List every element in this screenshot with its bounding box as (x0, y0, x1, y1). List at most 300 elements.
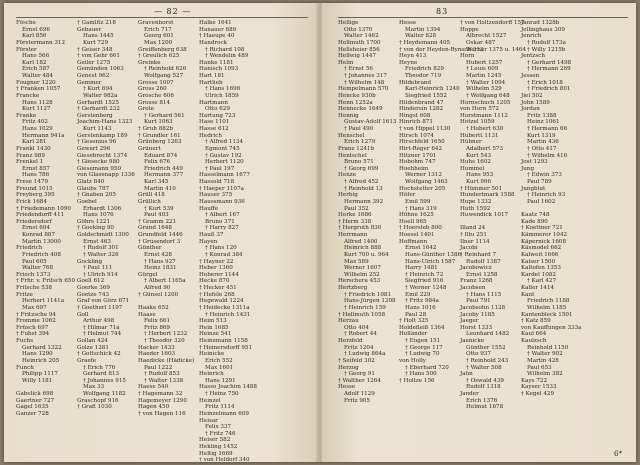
directory-entry: Geiler 1275 (77, 59, 111, 66)
directory-entry: † Heinrich 93 (527, 192, 566, 199)
directory-entry: Hertzberg (338, 285, 368, 291)
directory-entry: Gross 260 (138, 86, 167, 93)
directory-entry: Greinke (138, 59, 161, 66)
directory-entry: Kantenbleck 1501 (521, 311, 573, 318)
directory-entry: Alfred 90 (144, 285, 171, 291)
directory-entry: Käsmodel 662 (521, 245, 562, 252)
directory-entry: Hitzner 1701 (399, 152, 437, 159)
directory-entry: Hartmann (199, 99, 228, 106)
directory-entry: † von Holtzendorff 157 (460, 20, 525, 26)
directory-entry: Ulrich 1859 (205, 92, 239, 99)
directory-entry: † Seifeld 302 (338, 357, 375, 364)
directory-entry: Walter 768 (22, 265, 54, 272)
directory-entry: Harry 1481 (405, 265, 438, 272)
directory-entry: Ernst 463 (83, 238, 111, 245)
directory-entry: † Heinrich 1431 (205, 311, 251, 318)
directory-entry: Hoppe (460, 26, 479, 33)
directory-entry: Alfred 1400 (344, 238, 378, 245)
directory-entry: † Helmut 744 (83, 331, 122, 338)
directory-entry: Hornschuch 1205 (460, 99, 511, 106)
directory-entry: Horstmann 1112 (460, 112, 508, 119)
directory-entry: Franz 1241b (338, 145, 375, 152)
name-column (338, 20, 397, 411)
directory-entry: Werner 1312 (405, 172, 442, 179)
directory-entry: Paul 1222 (144, 364, 173, 371)
directory-entry: Jiel 502 (521, 92, 543, 99)
directory-entry: Hans-Jürgen 1208 (344, 298, 396, 305)
directory-entry: Paul 605 (22, 258, 47, 265)
directory-entry: Otto 1370 (344, 26, 373, 33)
name-columns-left (16, 20, 312, 464)
directory-entry: Grüllich (138, 198, 161, 205)
directory-entry: Kaul 664 (521, 331, 547, 338)
directory-entry: Kurt 1063 (144, 119, 173, 126)
directory-entry: † Ludwig 864a (344, 351, 386, 358)
directory-entry: Paul 791 (466, 298, 491, 305)
directory-entry: † Gerhard 561 (144, 112, 185, 119)
directory-entry: Grund 1648 (138, 225, 172, 232)
directory-entry: † Karl 427 (527, 278, 557, 285)
directory-entry: Haeder 1603 (138, 351, 176, 358)
directory-entry: † Ludwig 70 (405, 351, 440, 358)
directory-entry: Helmut 1678 (466, 404, 504, 411)
directory-entry: † Goetherl 1197 (77, 304, 123, 311)
directory-entry: † Walter 508 (466, 364, 502, 371)
directory-entry: Heyn 413 (399, 53, 427, 60)
directory-entry: Leonhard 1482 (466, 331, 510, 338)
directory-entry: † Greulich 625 (138, 53, 180, 60)
directory-entry: † Kurt 694 (83, 86, 113, 93)
name-column (77, 20, 133, 464)
directory-entry: Hellsheier 856 (338, 46, 380, 53)
directory-entry: Karl 345 (144, 179, 169, 185)
directory-entry: Heberer 1144 (199, 271, 239, 278)
directory-entry: Hobohm 747 (399, 159, 436, 166)
directory-entry: Heinrich 888 (344, 245, 382, 252)
directory-entry: Felix 337 (205, 424, 232, 431)
directory-entry: Philipp 1117 (22, 371, 58, 378)
directory-entry: † Hermann 269 (527, 66, 571, 73)
directory-entry: † Reinhold 626 (144, 66, 187, 73)
directory-entry: † Heinrich 72 (405, 271, 444, 278)
directory-entry: Arthur 498 (83, 318, 115, 325)
directory-entry: Max 697 (22, 304, 47, 311)
directory-entry: Hans 786 (22, 172, 50, 179)
directory-entry: † Grundler 161 (138, 132, 181, 139)
directory-entry: † Goeking 90 (77, 225, 114, 232)
directory-entry: † Fritz 984a (405, 298, 439, 305)
directory-entry: Hellmuth 1700 (338, 39, 381, 46)
directory-entry: Handrock (199, 39, 227, 46)
directory-entry: Goldschmidt 1300 (77, 232, 129, 238)
directory-entry: Glatz 840 (77, 179, 105, 185)
directory-entry: Heinzelmann 609 (199, 410, 249, 417)
book-spread (4, 3, 636, 462)
directory-entry: Karl 856 (22, 33, 47, 40)
directory-entry: Kardel 1082 (521, 271, 556, 278)
directory-entry: Konrad 887 (22, 232, 56, 238)
directory-entry: Emil 599 (405, 198, 431, 205)
left-page (4, 3, 318, 462)
directory-entry: Hubertt 1131 (460, 132, 499, 139)
directory-entry: von Horn 572 (460, 106, 499, 113)
directory-entry: Jacobi (460, 245, 478, 252)
directory-entry: † Johannes 915 (83, 377, 126, 384)
directory-entry: Golze 1281 (77, 344, 109, 351)
directory-entry: † Oswald 439 (466, 377, 504, 384)
directory-entry: Jung (521, 165, 535, 172)
directory-entry: Kays 722 (521, 377, 547, 384)
directory-entry: Hein 1685 (199, 324, 229, 331)
directory-entry: Hase 1101 (199, 119, 230, 126)
directory-entry: † Heydemann 405 (399, 39, 451, 46)
directory-entry: † Reinhold 243 (466, 357, 509, 364)
directory-entry: Fritze (16, 291, 33, 298)
directory-entry: Holländer (399, 331, 428, 338)
directory-entry: Heinicke (199, 351, 225, 358)
directory-entry: † Walther 1264 (338, 377, 381, 384)
directory-entry: Jahn (460, 371, 473, 378)
directory-entry (521, 206, 577, 213)
directory-entry: Kurt 1127 (22, 106, 51, 113)
directory-entry: Heinz 1831 (144, 265, 177, 272)
directory-entry: Grünert (138, 145, 161, 152)
directory-entry: † Reinhard 7 (460, 251, 497, 258)
directory-entry: Ernst 604 (22, 225, 50, 232)
directory-entry: † Wolfgang 648 (466, 92, 510, 99)
directory-entry: Hochstetter 205 (399, 185, 446, 192)
directory-entry: von Holly (399, 357, 426, 364)
directory-entry: Hans-Günther 1386 (405, 251, 462, 258)
directory-entry: Hesse (399, 20, 417, 26)
directory-entry: † Georg 91 (344, 371, 375, 378)
directory-entry: Hoell 965 (399, 218, 427, 225)
directory-entry: Hasselmann 1677 (199, 172, 250, 179)
directory-entry: † Robert 44 (344, 331, 377, 338)
directory-entry: † Johannes 317 (344, 73, 387, 79)
directory-entry: Holdefleiß 1364 (399, 324, 445, 331)
directory-entry: Hubert 1257 (466, 59, 503, 66)
directory-entry: Gemünden 1063 (77, 66, 124, 73)
directory-entry: Siegfried 916 (405, 278, 444, 285)
directory-entry: Grünberg 1263 (138, 139, 182, 146)
directory-entry: Oskar 487 (466, 39, 496, 46)
directory-entry: Jacoby 1185 (460, 311, 495, 318)
directory-entry: Kaltofen 1353 (521, 265, 561, 272)
directory-entry: Martin 1245 (466, 73, 502, 79)
directory-entry: John 1589 (521, 99, 550, 106)
directory-entry: Hecke 870 (199, 278, 230, 285)
directory-entry: Adalbert 573 (466, 145, 504, 152)
directory-entry: Hupe 1332 (460, 198, 492, 205)
directory-entry: Otto 937 (466, 351, 491, 358)
directory-entry: Jacobsohn 1128 (460, 304, 506, 311)
directory-entry: Hermann 392 (344, 198, 384, 205)
directory-entry: Grundfeld 1446 (138, 232, 183, 238)
directory-entry: Hildenbrand 47 (399, 99, 444, 106)
name-column (521, 20, 582, 411)
directory-entry: † Gustav 192 (205, 152, 242, 159)
directory-entry: † Theodor 320 (144, 338, 185, 344)
directory-entry: Paul 789 (527, 179, 552, 185)
directory-entry: Hans 1076 (83, 212, 114, 219)
directory-entry: Goetze 743 (77, 291, 110, 298)
directory-entry: † Heinrich 159 (344, 304, 386, 311)
directory-entry: † Gamlitz 218 (77, 20, 116, 26)
directory-entry: Kaulzsch (521, 338, 547, 344)
directory-entry: † Hans 319 (405, 205, 437, 212)
directory-entry: Jacobsen (460, 285, 486, 291)
directory-entry: Fritz 869 (144, 324, 170, 331)
directory-entry: Friedrich 1188 (527, 298, 570, 305)
directory-entry: † Alfred 452 (344, 179, 379, 185)
directory-entry: † Franken 1057 (16, 86, 61, 93)
directory-entry: Gerhard 813 (83, 371, 120, 378)
name-columns-right (338, 20, 630, 411)
directory-entry: Hencke 930b (338, 92, 376, 99)
directory-entry: Jessen (521, 73, 540, 79)
directory-entry: Gustav-Adolf 1613 (344, 119, 397, 126)
directory-entry: † von Heldorf 340 (199, 457, 250, 464)
directory-entry: Hayen (199, 238, 218, 245)
directory-entry: † von Hippel 1130 (399, 126, 451, 132)
directory-entry: Herzau (338, 318, 359, 325)
directory-entry: Hinrich 871 (399, 119, 433, 126)
directory-entry: Grüll 418 (138, 192, 165, 199)
directory-entry: Haedicke (Hädicke) (138, 357, 195, 364)
directory-entry: Fromme 1062 (16, 318, 56, 325)
directory-entry: Jentzsch (521, 53, 545, 60)
directory-entry: Grote (138, 106, 155, 113)
directory-entry: Helm (338, 59, 354, 66)
directory-entry: Karl-Heinrich 1240 (405, 86, 460, 93)
directory-entry: Genest 962 (77, 73, 110, 79)
directory-entry: Emil 229 (405, 291, 431, 298)
directory-entry: Fritz 1114 (205, 404, 235, 411)
directory-entry: Huwendick 1017 (460, 212, 509, 219)
directory-entry: Frenkel 1 (16, 159, 44, 166)
directory-entry: Wilhelm 382 (527, 371, 563, 378)
directory-entry: Heinemann 1158 (199, 338, 248, 344)
directory-entry: Jaeger (460, 318, 479, 325)
directory-entry: Gebauer (77, 26, 102, 33)
directory-entry: Herke 1686 (338, 212, 372, 219)
directory-entry: † Gnaben 205 (77, 192, 116, 199)
directory-entry: Hoehheim (399, 165, 429, 172)
directory-entry: † Hergroth 830 (338, 225, 382, 232)
directory-entry: Herbert 1120 (205, 159, 244, 166)
directory-entry: Hartlieb (199, 79, 223, 86)
directory-entry: Horn (460, 53, 475, 60)
directory-entry: Jordan (521, 106, 540, 113)
directory-entry: Friedrich (16, 245, 43, 252)
directory-entry: Wolfgang 527 (144, 73, 184, 79)
directory-entry: Hacker 1433 (138, 344, 175, 351)
directory-entry: Ernst 696 (22, 26, 50, 33)
directory-entry: Wilhelm 529 (466, 86, 502, 93)
directory-entry: Frankl 1430 (16, 145, 51, 152)
directory-entry: Hans 1029 (22, 126, 53, 132)
directory-entry: Wolfgang 1182 (83, 391, 126, 397)
directory-entry: Jellinghaus 309 (521, 26, 565, 33)
directory-entry: Gollan 424 (77, 338, 108, 344)
directory-entry: Kurt 1143 (83, 126, 112, 132)
directory-entry: Hans 1445 (83, 33, 114, 40)
directory-entry: Walter 982a (83, 92, 118, 99)
directory-entry: Hildebrand (399, 79, 432, 86)
directory-entry: Kaller 1414 (521, 285, 555, 291)
directory-entry: Heinzel (199, 397, 221, 404)
directory-entry: † Albert 1165a (144, 278, 186, 285)
directory-entry: † Iltu 251 (460, 232, 487, 238)
directory-entry: Fritz 905 (344, 397, 370, 404)
directory-entry: † Grafl 1030 (77, 404, 112, 411)
directory-entry: Erich 552 (205, 357, 233, 364)
directory-entry: † Edwin 373 (527, 172, 562, 179)
header-rule-left (16, 17, 308, 18)
directory-entry: Max 1601 (205, 364, 234, 371)
directory-entry: Früsch 697 (16, 324, 49, 331)
directory-entry: † Heidecke 1311a (199, 304, 250, 311)
header-rule-right (338, 17, 628, 18)
directory-entry: Gewert 296 (77, 145, 111, 152)
directory-entry: Friedendorff 411 (16, 212, 65, 219)
directory-entry: † Koettner 721 (521, 225, 563, 232)
directory-entry: Kalweit 1666 (521, 251, 559, 258)
directory-entry: Freund 1015 (16, 185, 53, 192)
directory-entry: † Fritzsche 94 (16, 311, 56, 318)
directory-entry: Gabelick 698 (16, 391, 54, 397)
directory-entry: Hagemeyer 1290 (138, 397, 187, 404)
directory-entry: Herzfeld (338, 338, 363, 344)
directory-entry: † von Hagen 116 (138, 410, 186, 417)
directory-entry: Freyberg 395 (16, 192, 55, 199)
directory-entry: Hagen 450 (138, 404, 170, 411)
directory-entry: Goerke 369 (77, 285, 110, 291)
directory-entry: Goell 612 (77, 278, 105, 285)
directory-entry: † Wilhelm 148 (344, 79, 385, 86)
directory-entry: Martin 410 (144, 185, 176, 192)
directory-entry: Hassold 718 (199, 179, 235, 185)
directory-entry: Friedrich 449 (144, 165, 183, 172)
directory-entry: Erich 1376 (466, 397, 498, 404)
directory-entry: † Georg 699 (344, 165, 379, 172)
directory-entry: † Holtze 156 (399, 377, 435, 384)
directory-entry: Hellwig 1447 (338, 53, 376, 60)
directory-entry: Haake 652 (138, 304, 169, 311)
directory-entry: Hasse 612 (199, 126, 229, 132)
directory-entry: † Albert 167 (205, 212, 240, 219)
directory-entry: Kaiser 1500 (521, 258, 556, 265)
directory-entry: † Hans 1115 (466, 291, 502, 298)
directory-entry: † Willy 1215b (527, 46, 566, 53)
directory-entry: Max 1200 (144, 39, 173, 46)
directory-entry: Hedrich (199, 132, 222, 139)
name-column (138, 20, 194, 464)
directory-entry: Jenrich (521, 33, 542, 40)
directory-entry: Hirschfeld 1650 (399, 139, 445, 146)
directory-entry: † Walter 1094 (466, 79, 506, 86)
directory-entry: Heim 513 (199, 318, 227, 325)
directory-entry: Goll (77, 311, 89, 318)
directory-entry: Otto 404 (344, 324, 369, 331)
directory-entry: Henschel (338, 132, 365, 139)
directory-entry: Frick 1684 (16, 198, 47, 205)
directory-entry: † Hilmar 71a (83, 324, 120, 331)
directory-entry: † Erich 1018 (527, 79, 563, 86)
directory-entry: † Louis 609 (466, 66, 499, 73)
directory-entry: Herzog (338, 364, 359, 371)
directory-entry (138, 298, 194, 305)
directory-entry: Franke (16, 112, 37, 119)
directory-entry: Hans 1290 (22, 351, 53, 358)
directory-entry: Ganzer 728 (16, 410, 49, 417)
directory-entry: † Rudolf 853 (144, 371, 180, 378)
directory-entry: Ernst 1258 (466, 271, 498, 278)
directory-entry: Heinrich 205 (22, 357, 60, 364)
directory-entry: Franz 989 (16, 152, 45, 159)
directory-entry: Felix 676 (144, 159, 171, 166)
directory-entry: Haese 540 (138, 384, 169, 391)
directory-entry: † Frhr. v. Fritsch 650 (16, 278, 76, 285)
directory-entry: † Kegel 429 (521, 391, 555, 397)
directory-entry: † Hagemann 32 (138, 391, 183, 397)
directory-entry: Adolf 1129 (344, 391, 375, 397)
directory-entry: Herrmann (338, 232, 368, 238)
directory-entry: Hundertmark 1588 (460, 192, 515, 199)
directory-entry: Glaubs 787 (77, 185, 110, 192)
directory-entry: † Holt 325 (399, 318, 429, 325)
directory-entry: Fuchs (16, 338, 34, 344)
directory-entry: Hauffe (199, 205, 219, 212)
directory-entry: † Hans 1696 (205, 86, 241, 93)
directory-entry: † Hans 120 (205, 245, 237, 252)
directory-entry: Francke (16, 92, 40, 99)
directory-entry: Hart 181 (199, 73, 225, 79)
directory-entry: † Wendelin 489 (205, 53, 249, 60)
directory-entry: † Friedemann 1090 (16, 205, 71, 212)
directory-entry: Hekling 1452 (199, 444, 238, 450)
directory-entry: Gaertner 727 (16, 397, 55, 404)
directory-entry: Walter 484 (22, 73, 54, 79)
directory-entry: Bruno 371 (205, 218, 235, 225)
page-number-left: — 82 — (154, 7, 192, 16)
directory-entry: † Haeupe 40 (199, 33, 235, 40)
directory-entry: † Wilhelm 416 (527, 152, 568, 159)
directory-entry: † George 117 (405, 344, 443, 351)
directory-entry: † Friedrich 801 (527, 86, 571, 93)
directory-entry: † Eugen 151 (405, 338, 441, 344)
directory-entry: Franz 1268 (460, 278, 493, 285)
directory-entry: † Walter 902 (527, 351, 563, 358)
directory-entry: † Paul 490 (344, 126, 374, 132)
directory-entry: Werner 1375 u. 1464 (466, 46, 527, 53)
directory-entry: † Reinhold 13 (344, 185, 383, 192)
directory-entry: † Hoersleb 800 (399, 225, 442, 232)
directory-entry: † Hayner 22 (199, 258, 234, 265)
directory-entry: Jacobowicz (460, 265, 492, 272)
directory-entry: Fritz 1204 (344, 344, 374, 351)
directory-entry: † Katz 859 (521, 318, 551, 325)
directory-entry: Hanke 1181 (199, 59, 234, 66)
directory-entry: Haussmann 936 (199, 198, 245, 205)
directory-entry: Herbert 1141a (22, 298, 65, 305)
directory-entry: Kurt 700 u. 964 (344, 251, 389, 258)
directory-entry: Jaenicke (460, 338, 485, 344)
directory-entry: Gemmer (77, 79, 102, 86)
directory-entry: Kurt 996 (466, 179, 492, 185)
directory-entry: Heinze 541 (199, 331, 232, 338)
